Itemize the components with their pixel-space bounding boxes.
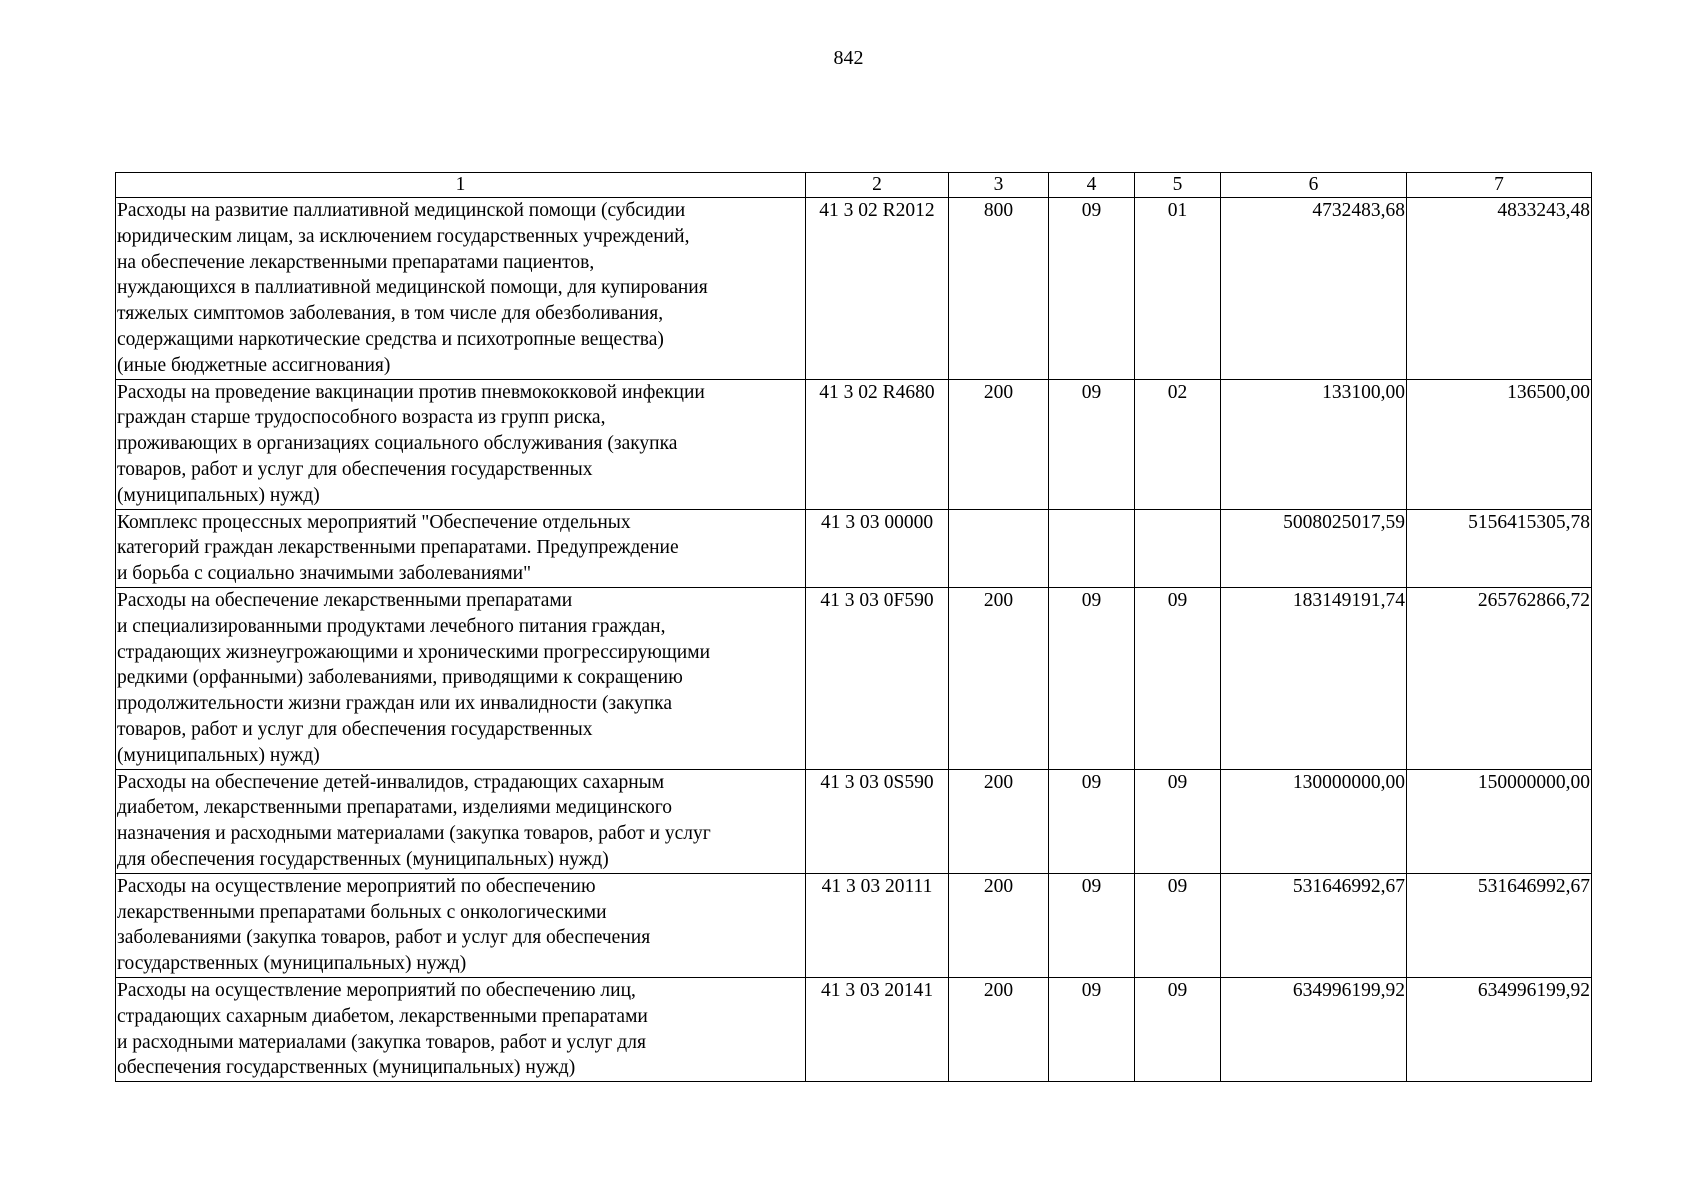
header-col-3: 3 [949,173,1049,198]
table-row [116,587,1592,769]
row-subsection [1135,509,1221,587]
row-description: Расходы на обеспечение лекарственными препаратами и специализированными продуктами лечебного питания граждан, страдающих жизнеугрожающими и хроническими прогрессирующими редкими (орфанными) заболеваниями, приводящими к сокращению продолжительности жизни граждан или их инвалидности (закупка товаров, работ и услуг для обеспечения государственных (муниципальных) нужд) [116,587,806,769]
row-description: Комплекс процессных мероприятий "Обеспечение отдельных категорий граждан лекарственными препаратами. Предупреждение и борьба с социально значимыми заболеваниями" [116,509,806,587]
row-target-article: 41 3 03 20141 [806,977,949,1081]
row-amount-2: 150000000,00 [1407,769,1592,873]
row-description: Расходы на развитие паллиативной медицинской помощи (субсидии юридическим лицам, за исключением государственных учреждений, на обеспечение лекарственными препаратами пациентов, нуждающихся в паллиативной медицинской помощи, для купирования тяжелых симптомов заболевания, в том числе для обезболивания, содержащими наркотические средства и психотропные вещества) (иные бюджетные ассигнования) [116,198,806,380]
page-number: 842 [833,47,864,69]
row-amount-1: 634996199,92 [1221,977,1407,1081]
row-expense-type: 200 [949,587,1049,769]
row-amount-2: 4833243,48 [1407,198,1592,380]
row-amount-1: 183149191,74 [1221,587,1407,769]
row-subsection: 09 [1135,977,1221,1081]
row-expense-type: 200 [949,379,1049,509]
row-section: 09 [1049,198,1135,380]
table-row [116,198,1592,380]
row-amount-2: 5156415305,78 [1407,509,1592,587]
row-subsection: 09 [1135,587,1221,769]
table-row [116,379,1592,509]
row-subsection: 02 [1135,379,1221,509]
header-col-6: 6 [1221,173,1407,198]
header-col-2: 2 [806,173,949,198]
budget-table [115,172,1592,1082]
row-description: Расходы на осуществление мероприятий по обеспечению лекарственными препаратами больных с онкологическими заболеваниями (закупка товаров, работ и услуг для обеспечения государственных (муниципальных) нужд) [116,873,806,977]
row-description: Расходы на обеспечение детей-инвалидов, страдающих сахарным диабетом, лекарственными препаратами, изделиями медицинского назначения и расходными материалами (закупка товаров, работ и услуг для обеспечения государственных (муниципальных) нужд) [116,769,806,873]
row-expense-type: 200 [949,873,1049,977]
row-expense-type [949,509,1049,587]
row-subsection: 09 [1135,873,1221,977]
row-target-article: 41 3 03 20111 [806,873,949,977]
row-section: 09 [1049,769,1135,873]
row-section: 09 [1049,977,1135,1081]
row-expense-type: 200 [949,769,1049,873]
header-col-5: 5 [1135,173,1221,198]
table-row [116,769,1592,873]
row-target-article: 41 3 02 R4680 [806,379,949,509]
row-section [1049,509,1135,587]
row-amount-1: 133100,00 [1221,379,1407,509]
row-target-article: 41 3 03 0S590 [806,769,949,873]
row-description: Расходы на проведение вакцинации против пневмококковой инфекции граждан старше трудоспособного возраста из групп риска, проживающих в организациях социального обслуживания (закупка товаров, работ и услуг для обеспечения государственных (муниципальных) нужд) [116,379,806,509]
row-target-article: 41 3 03 00000 [806,509,949,587]
row-subsection: 09 [1135,769,1221,873]
row-description: Расходы на осуществление мероприятий по обеспечению лиц, страдающих сахарным диабетом, лекарственными препаратами и расходными материалами (закупка товаров, работ и услуг для обеспечения государственных (муниципальных) нужд) [116,977,806,1081]
row-target-article: 41 3 02 R2012 [806,198,949,380]
row-amount-1: 5008025017,59 [1221,509,1407,587]
row-amount-1: 531646992,67 [1221,873,1407,977]
row-amount-1: 130000000,00 [1221,769,1407,873]
table-row [116,873,1592,977]
header-col-7: 7 [1407,173,1592,198]
row-amount-2: 136500,00 [1407,379,1592,509]
header-col-1: 1 [116,173,806,198]
table-row [116,977,1592,1081]
row-amount-1: 4732483,68 [1221,198,1407,380]
row-amount-2: 634996199,92 [1407,977,1592,1081]
row-amount-2: 531646992,67 [1407,873,1592,977]
row-expense-type: 800 [949,198,1049,380]
row-amount-2: 265762866,72 [1407,587,1592,769]
row-section: 09 [1049,873,1135,977]
row-section: 09 [1049,379,1135,509]
table-row [116,509,1592,587]
row-section: 09 [1049,587,1135,769]
table-header-row [116,173,1592,198]
header-col-4: 4 [1049,173,1135,198]
row-target-article: 41 3 03 0F590 [806,587,949,769]
row-expense-type: 200 [949,977,1049,1081]
row-subsection: 01 [1135,198,1221,380]
